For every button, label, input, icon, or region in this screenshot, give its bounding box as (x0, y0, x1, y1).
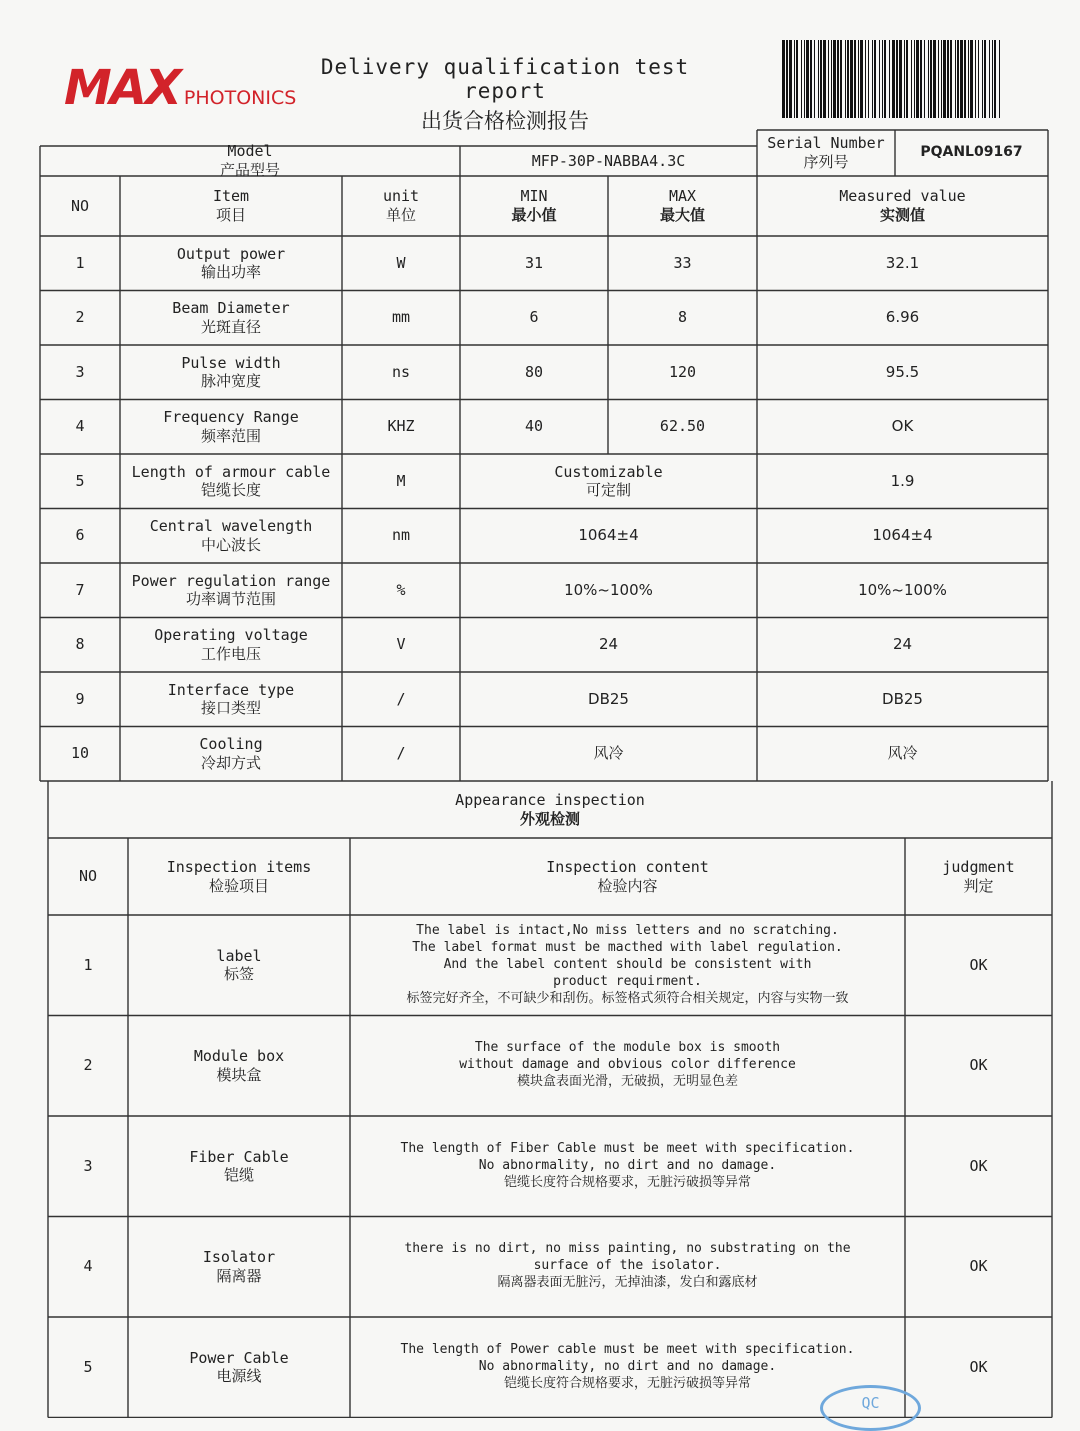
spec-range-text: 可定制 (585, 481, 631, 500)
ap-content-text: product requirment. (553, 973, 702, 989)
spec-no (40, 291, 120, 346)
ap-header-judgment-text: judgment (942, 857, 1015, 876)
spec-unit (342, 563, 460, 618)
ap-content-text: No abnormality, no dirt and no damage. (478, 1358, 777, 1374)
serial-label (757, 130, 895, 176)
model-label-text: 产品型号 (219, 161, 280, 179)
ap-header-content (350, 838, 905, 915)
spec-unit-text: mm (391, 308, 411, 327)
spec-range-text: 风冷 (593, 744, 624, 763)
spec-item (120, 291, 342, 346)
spec-no-text: 10 (70, 744, 90, 763)
ap-content-text: And the label content should be consistent with (443, 956, 812, 972)
spec-measured (757, 727, 1048, 782)
spec-measured-text: 10%~100% (858, 580, 947, 599)
spec-unit (342, 727, 460, 782)
spec-range-text: Customizable (554, 462, 663, 481)
spec-max-text: 62.50 (659, 417, 706, 436)
spec-item (120, 563, 342, 618)
spec-item-text: Interface type (167, 680, 295, 699)
ap-header-items (128, 838, 350, 915)
serial-value (895, 130, 1048, 176)
header-no-text: NO (70, 196, 90, 215)
spec-measured-text: 95.5 (885, 362, 920, 381)
header-unit-text: unit (382, 187, 420, 206)
header-measured-text: 实测值 (879, 206, 925, 224)
spec-measured-text: 32.1 (885, 253, 920, 272)
spec-unit-text: nm (391, 526, 411, 545)
spec-measured-text: 风冷 (887, 744, 918, 763)
spec-min-text: 80 (524, 362, 544, 381)
spec-unit (342, 400, 460, 455)
ap-judgment-text: OK (969, 1156, 988, 1175)
model-value (460, 146, 757, 176)
spec-item-text: Frequency Range (163, 408, 299, 426)
ap-item (128, 1016, 350, 1117)
model-value-text: MFP-30P-NABBA4.3C (531, 151, 686, 170)
spec-item (120, 727, 342, 782)
spec-no (40, 727, 120, 782)
spec-no-text: 6 (75, 526, 85, 545)
ap-item (128, 915, 350, 1016)
spec-item (120, 400, 342, 455)
spec-item-text: Output power (176, 244, 286, 263)
spec-item-text: 输出功率 (200, 263, 261, 282)
ap-header-judgment-text: 判定 (963, 876, 994, 895)
ap-no-text: 3 (83, 1156, 93, 1175)
spec-max-text: 33 (673, 253, 692, 272)
spec-measured (757, 509, 1048, 564)
spec-no-text: 4 (75, 417, 85, 436)
spec-range-text: 1064±4 (578, 526, 639, 545)
spec-measured-text: 6.96 (885, 308, 920, 327)
ap-content-text: The length of Power cable must be meet with specification. (400, 1341, 855, 1357)
spec-measured (757, 618, 1048, 673)
ap-no-text: 2 (83, 1056, 93, 1075)
spec-range (460, 454, 757, 509)
spec-max-text: 8 (677, 308, 688, 327)
ap-content (350, 915, 905, 1016)
serial-label-text: Serial Number (767, 134, 885, 153)
model-label (40, 142, 460, 179)
spec-measured (757, 672, 1048, 727)
spec-max (608, 400, 757, 455)
spec-min (460, 345, 608, 400)
header-item-text: Item (212, 187, 250, 206)
spec-max-text: 120 (668, 362, 697, 381)
spec-measured-text: 1064±4 (872, 526, 933, 545)
spec-item (120, 236, 342, 291)
spec-range-text: 24 (598, 635, 619, 654)
spec-measured-text: DB25 (882, 689, 923, 708)
spec-unit-text: W (396, 253, 406, 272)
spec-item (120, 618, 342, 673)
ap-item-text: Fiber Cable (189, 1147, 289, 1166)
ap-header-no-text: NO (78, 867, 98, 886)
header-measured (757, 176, 1048, 236)
spec-range (460, 727, 757, 782)
spec-measured (757, 291, 1048, 346)
header-unit-text: 单位 (385, 206, 416, 224)
ap-content-text: without damage and obvious color difference (459, 1057, 796, 1073)
ap-content (350, 1116, 905, 1217)
ap-header-items-text: 检验项目 (208, 876, 269, 895)
header-min-text: 最小值 (511, 206, 557, 224)
ap-content-text: The label is intact,No miss letters and no scratching. (416, 923, 839, 939)
ap-content (350, 1217, 905, 1318)
spec-no (40, 509, 120, 564)
ap-item-text: label (216, 946, 262, 965)
ap-judgment (905, 915, 1052, 1016)
header-item-text: 项目 (215, 206, 246, 224)
spec-item (120, 509, 342, 564)
model-label-text: Model (227, 142, 273, 161)
spec-item-text: 冷却方式 (200, 753, 261, 772)
spec-no (40, 454, 120, 509)
spec-min (460, 236, 608, 291)
ap-item (128, 1317, 350, 1418)
spec-unit-text: KHZ (387, 417, 415, 436)
header-max (608, 176, 757, 236)
spec-item-text: Cooling (199, 735, 263, 753)
spec-unit-text: % (396, 580, 406, 599)
spec-measured (757, 236, 1048, 291)
ap-header-judgment (905, 838, 1052, 915)
spec-item-text: 功率调节范围 (185, 590, 276, 609)
header-min (460, 176, 608, 236)
spec-no-text: 5 (75, 471, 85, 490)
ap-item-text: 模块盒 (216, 1065, 262, 1084)
ap-header-no (48, 838, 128, 915)
ap-header-items-text: Inspection items (166, 857, 312, 876)
ap-item-text: 隔离器 (216, 1266, 262, 1285)
ap-judgment-text: OK (969, 1056, 988, 1075)
ap-no (48, 1116, 128, 1217)
spec-min (460, 291, 608, 346)
spec-item-text: Length of armour cable (131, 462, 331, 481)
spec-unit (342, 509, 460, 564)
spec-no-text: 8 (75, 635, 85, 654)
spec-no-text: 2 (75, 308, 85, 327)
header-no (40, 176, 120, 236)
header-max-text: 最大值 (659, 206, 705, 224)
ap-no (48, 1016, 128, 1117)
spec-measured (757, 563, 1048, 618)
spec-no-text: 3 (75, 362, 85, 381)
header-min-text: MIN (520, 187, 548, 206)
spec-unit-text: V (396, 635, 406, 654)
spec-measured-text: 1.9 (890, 471, 915, 490)
spec-no (40, 400, 120, 455)
ap-item-text: 电源线 (216, 1367, 262, 1386)
spec-no (40, 236, 120, 291)
ap-judgment (905, 1217, 1052, 1318)
ap-content-text: The length of Fiber Cable must be meet with specification. (400, 1140, 855, 1156)
spec-no-text: 1 (75, 253, 85, 272)
spec-unit (342, 672, 460, 727)
spec-item-text: 铠缆长度 (200, 481, 261, 500)
ap-content-text: 隔离器表面无脏污，无掉油漆，发白和露底材 (497, 1275, 758, 1291)
header-unit (342, 176, 460, 236)
title-en: Delivery qualification test report (320, 55, 690, 103)
logo-sub: PHOTONICS (183, 87, 297, 109)
ap-content-text: The surface of the module box is smooth (474, 1040, 781, 1056)
spec-unit-text: ns (391, 362, 411, 381)
spec-item-text: 频率范围 (200, 426, 261, 445)
ap-no (48, 1217, 128, 1318)
spec-item (120, 454, 342, 509)
spec-no (40, 345, 120, 400)
ap-item-text: 标签 (223, 965, 254, 984)
spec-unit (342, 618, 460, 673)
spec-item (120, 672, 342, 727)
ap-no-text: 1 (83, 955, 93, 974)
spec-range-text: DB25 (588, 689, 629, 708)
spec-unit (342, 454, 460, 509)
logo-main: MAX (64, 60, 180, 116)
ap-no (48, 1317, 128, 1418)
spec-unit (342, 345, 460, 400)
ap-judgment (905, 1016, 1052, 1117)
spec-unit (342, 291, 460, 346)
ap-content-text: No abnormality, no dirt and no damage. (478, 1157, 777, 1173)
ap-judgment-text: OK (969, 955, 988, 974)
ap-header-content-text: 检验内容 (597, 876, 658, 895)
ap-item (128, 1116, 350, 1217)
serial-label-text: 序列号 (803, 153, 849, 171)
ap-content-text: there is no dirt, no miss painting, no substrating on the (404, 1241, 851, 1257)
ap-header-content-text: Inspection content (546, 857, 709, 876)
ap-no-text: 4 (83, 1257, 93, 1276)
spec-unit-text: M (396, 471, 406, 490)
title-zh: 出货合格检测报告 (421, 109, 589, 133)
ap-judgment-text: OK (969, 1357, 988, 1376)
spec-item-text: Operating voltage (154, 626, 308, 644)
spec-min-text: 6 (529, 308, 539, 327)
spec-unit-text: / (396, 744, 406, 763)
appearance-title-text: Appearance inspection (455, 790, 645, 809)
spec-range (460, 618, 757, 673)
spec-measured-text: 24 (892, 635, 913, 654)
spec-measured (757, 454, 1048, 509)
header-item (120, 176, 342, 236)
ap-judgment (905, 1317, 1052, 1418)
ap-item-text: Isolator (202, 1248, 276, 1266)
spec-item-text: 接口类型 (200, 699, 261, 718)
ap-content-text: 模块盒表面光滑，无破损，无明显色差 (516, 1074, 738, 1090)
spec-item-text: Pulse width (181, 353, 281, 372)
ap-judgment (905, 1116, 1052, 1217)
qc-stamp: QC (820, 1385, 921, 1431)
ap-judgment-text: OK (969, 1257, 988, 1276)
spec-range-text: 10%~100% (564, 580, 653, 599)
ap-item (128, 1217, 350, 1318)
spec-max (608, 236, 757, 291)
ap-item-text: Module box (193, 1047, 285, 1065)
spec-measured (757, 345, 1048, 400)
serial-value-text: PQANL09167 (920, 144, 1023, 161)
ap-content (350, 1016, 905, 1117)
ap-content-text: 铠缆长度符合规格要求，无脏污破损等异常 (503, 1375, 751, 1391)
spec-range (460, 509, 757, 564)
ap-item-text: 铠缆 (223, 1166, 254, 1185)
spec-min-text: 31 (524, 253, 544, 272)
spec-item-text: 工作电压 (200, 644, 261, 663)
spec-measured-text: OK (891, 417, 914, 436)
header-measured-text: Measured value (839, 187, 966, 206)
spec-item-text: Beam Diameter (172, 299, 290, 317)
spec-unit-text: / (396, 689, 406, 708)
appearance-title (48, 781, 1052, 838)
ap-item-text: Power Cable (189, 1348, 289, 1367)
ap-content-text: 铠缆长度符合规格要求，无脏污破损等异常 (503, 1174, 751, 1190)
spec-no (40, 618, 120, 673)
header-max-text: MAX (668, 187, 697, 206)
ap-content-text: surface of the isolator. (533, 1258, 722, 1274)
ap-no (48, 915, 128, 1016)
ap-no-text: 5 (83, 1357, 93, 1376)
spec-item-text: 脉冲宽度 (200, 372, 261, 391)
spec-no (40, 563, 120, 618)
spec-item-text: Central wavelength (149, 517, 313, 535)
spec-item (120, 345, 342, 400)
spec-min-text: 40 (524, 417, 544, 436)
ap-content-text: 标签完好齐全，不可缺少和刮伤。标签格式须符合相关规定，内容与实物一致 (406, 990, 849, 1006)
appearance-title-text: 外观检测 (519, 809, 580, 828)
spec-max (608, 291, 757, 346)
ap-content-text: The label format must be macthed with label regulation. (412, 939, 843, 955)
spec-range (460, 563, 757, 618)
spec-item-text: Power regulation range (131, 571, 331, 590)
spec-unit (342, 236, 460, 291)
spec-item-text: 中心波长 (200, 535, 261, 554)
spec-min (460, 400, 608, 455)
spec-item-text: 光斑直径 (200, 317, 261, 336)
spec-range (460, 672, 757, 727)
spec-no-text: 9 (75, 689, 85, 708)
spec-no (40, 672, 120, 727)
spec-max (608, 345, 757, 400)
spec-no-text: 7 (75, 580, 85, 599)
spec-measured (757, 400, 1048, 455)
